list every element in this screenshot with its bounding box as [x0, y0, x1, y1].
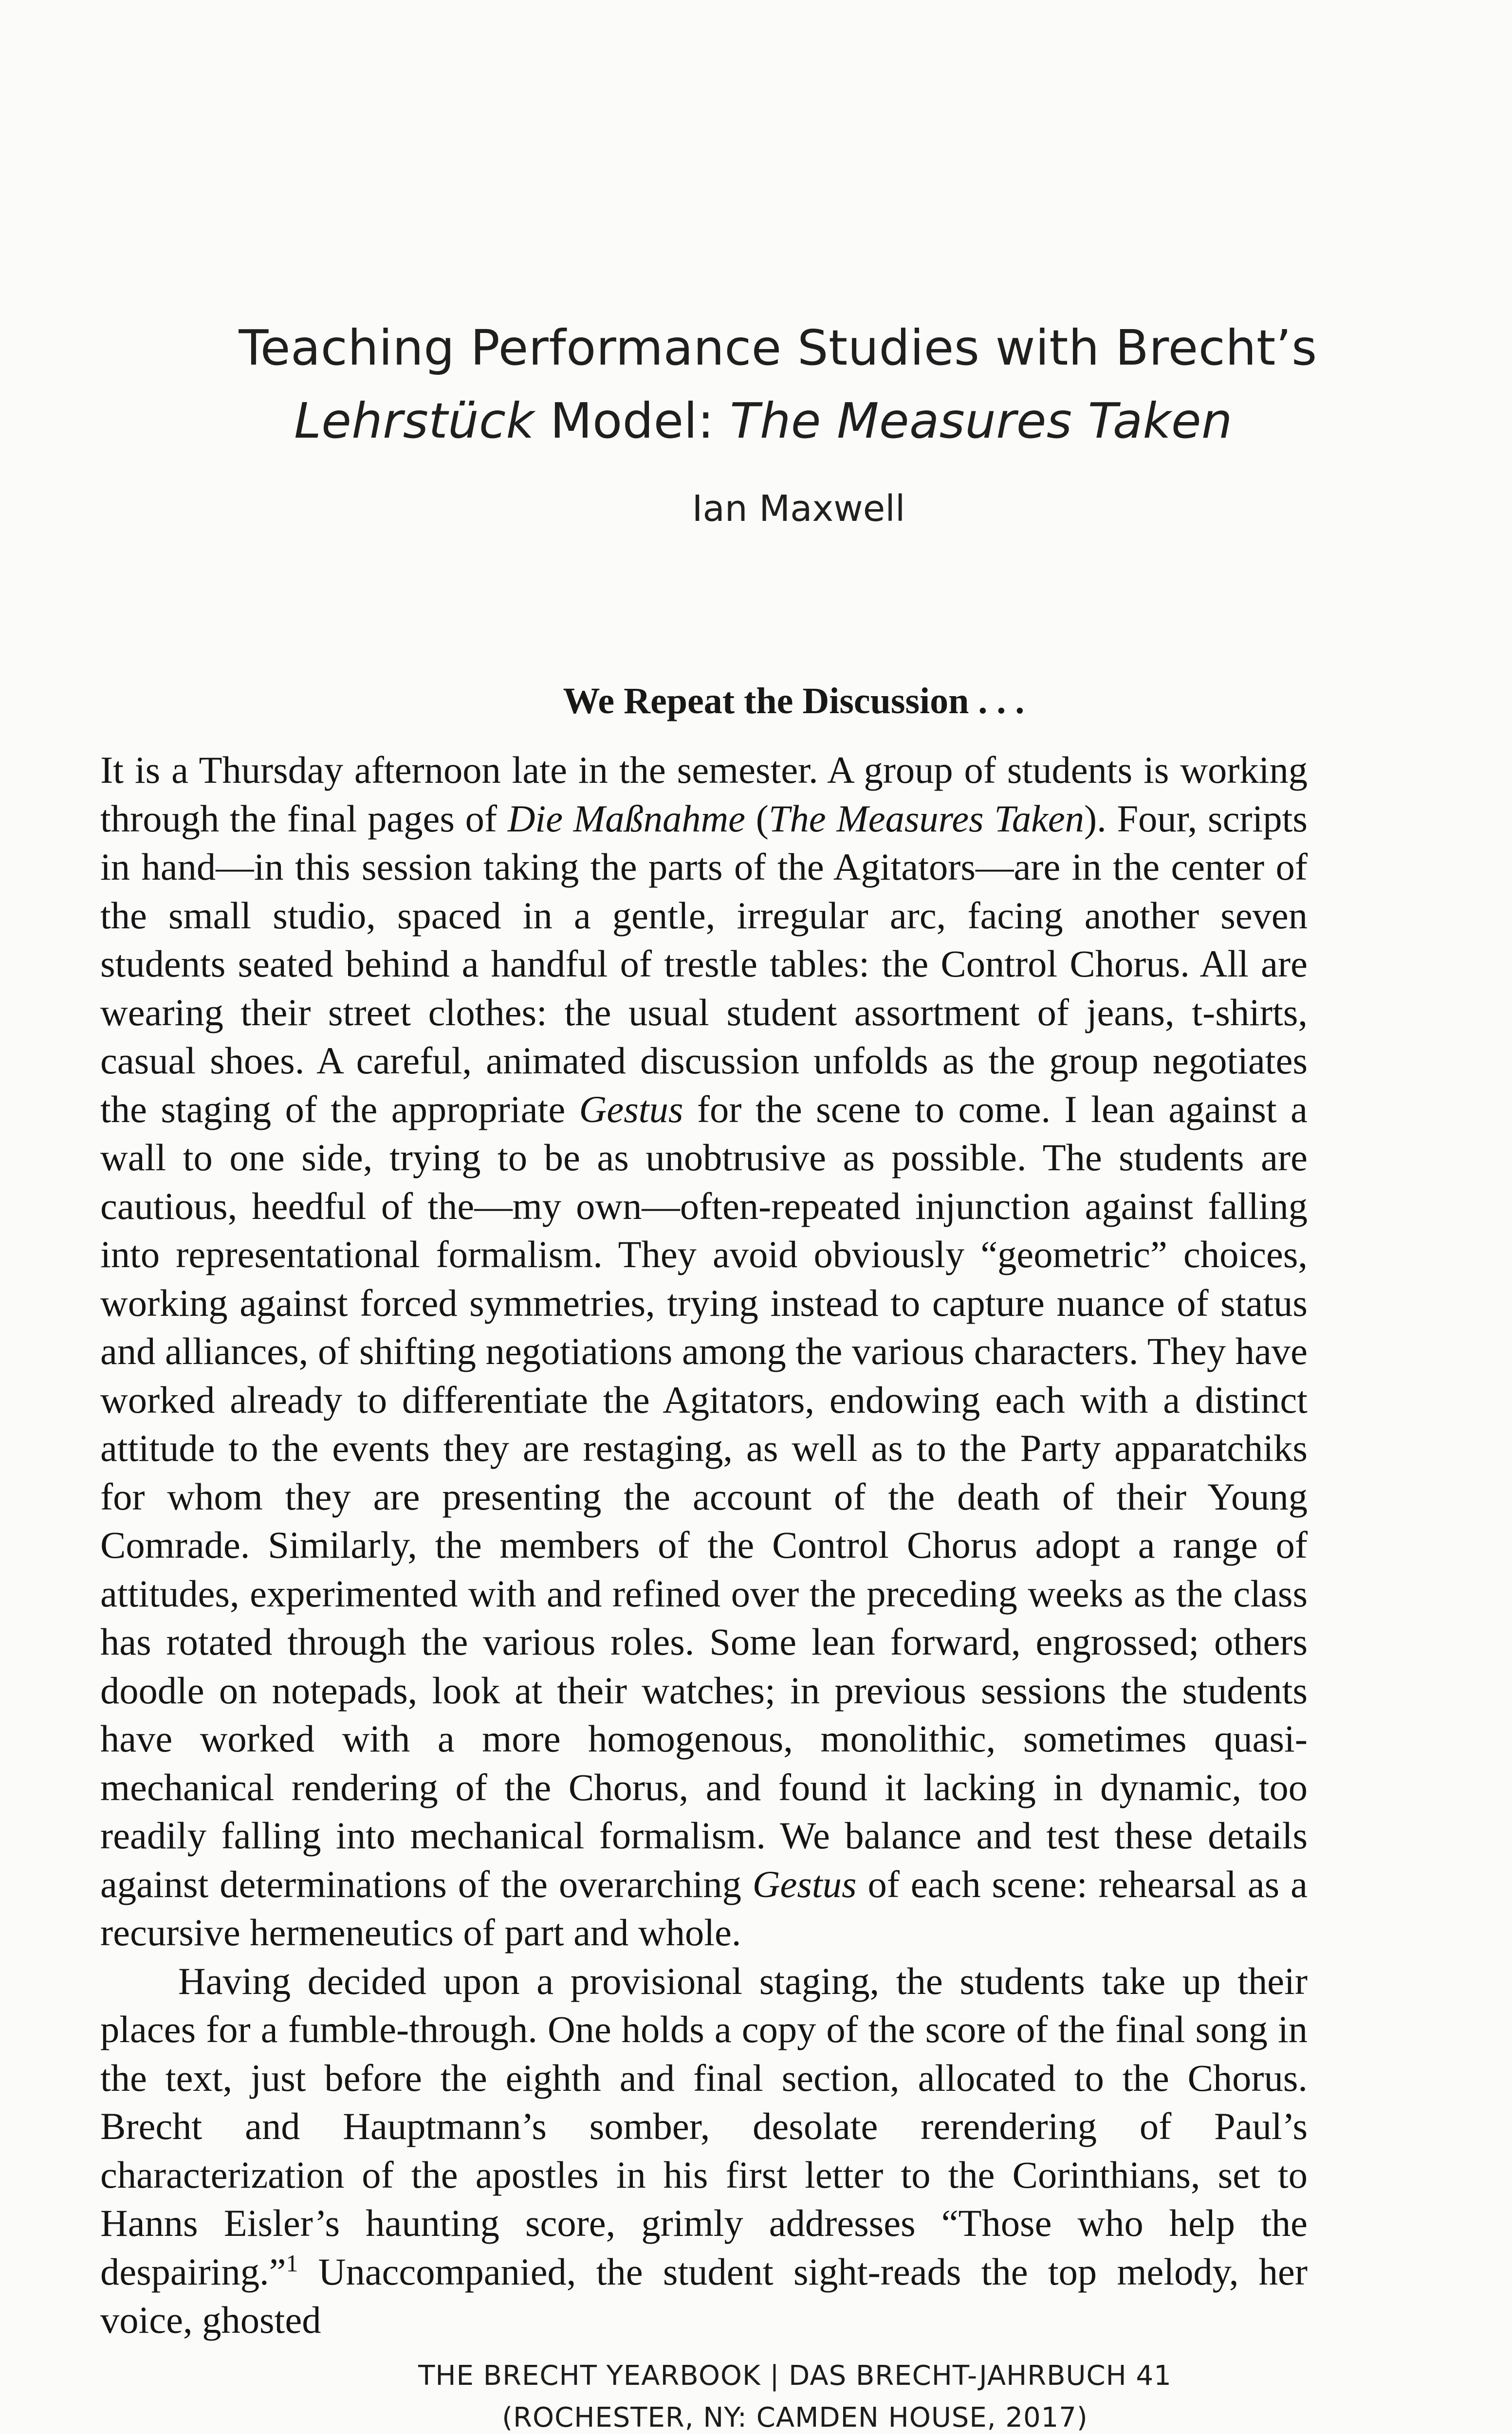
p1-text-3: ). Four, scripts in hand—in this session taking the parts of the Agitators—are in the center of the small studio, spaced in a gentle, irregular arc, facing another seven students seated behind a handful of trestle tables: the Control Chorus. All are wearing their street clothes: the usual student assortment of jeans, t-shirts, casual shoes. A careful, animated discussion unfolds as the group negotiates the staging of the appropriate	[100, 797, 1308, 1130]
title-measures-taken: The Measures Taken	[730, 392, 1233, 449]
footer-publisher-line: (ROCHESTER, NY: CAMDEN HOUSE, 2017)	[502, 2402, 1088, 2434]
p2-text-2: Unaccompanied, the student sight-reads the top melody, her voice, ghosted	[100, 2250, 1308, 2341]
p1-italic-measures-taken: The Measures Taken	[768, 797, 1085, 840]
title-line-2	[0, 385, 1512, 458]
body-text	[100, 746, 1308, 2344]
paragraph-2	[100, 1957, 1308, 2344]
p1-text-2: (	[745, 797, 769, 840]
title-model: Model:	[534, 392, 730, 449]
section-heading: We Repeat the Discussion . . .	[563, 681, 1025, 721]
chapter-title	[0, 312, 1512, 458]
paragraph-1	[100, 746, 1308, 1957]
p1-text-4: for the scene to come. I lean against a wall to one side, trying to be as unobtrusive as possible. The students are cautious, heedful of the—my own—often-repeated injunction against falling into representational formalism. They avoid obviously “geometric” choices, working against forced symmetries, trying instead to capture nuance of status and alliances, of shifting negotiations among the various characters. They have worked already to differentiate the Agitators, endowing each with a distinct attitude to the events they are restaging, as well as to the Party apparatchiks for whom they are presenting the account of the death of their Young Comrade. Similarly, the members of the Control Chorus adopt a range of attitudes, experimented with and refined over the preceding weeks as the class has rotated through the various roles. Some lean forward, engrossed; others doodle on notepads, look at their watches; in previous sessions the students have worked with a more homogenous, monolithic, sometimes quasi-mechanical rendering of the Chorus, and found it lacking in dynamic, too readily falling into mechanical formalism. We balance and test these details against determinations of the overarching	[100, 1088, 1308, 1905]
footnote-marker[interactable]: 1	[286, 2249, 298, 2277]
p1-text-1: It is a Thursday afternoon late in the semester. A group of students is working through the final pages of	[100, 749, 1308, 840]
p1-italic-gestus-1: Gestus	[579, 1088, 683, 1130]
footer-journal-line: THE BRECHT YEARBOOK | DAS BRECHT-JAHRBUCH 41	[418, 2360, 1172, 2392]
p2-text-1: Having decided upon a provisional staging, the students take up their places for a fumble-through. One holds a copy of the score of the final song in the text, just before the eighth and final section, allocated to the Chorus. Brecht and Hauptmann’s somber, desolate rerendering of Paul’s characterization of the apostles in his first letter to the Corinthians, set to Hanns Eisler’s haunting score, grimly addresses “Those who help the despairing.”	[100, 1959, 1308, 2293]
page-footer	[0, 2355, 1512, 2434]
title-line-1: Teaching Performance Studies with Brecht’s	[239, 319, 1317, 376]
p1-text-5: of each scene: rehearsal as a recursive hermeneutics of part and whole.	[100, 1862, 1308, 1954]
author-name: Ian Maxwell	[692, 488, 905, 530]
p1-italic-gestus-2: Gestus	[752, 1862, 857, 1905]
p1-italic-die-massnahme: Die Maßnahme	[507, 797, 745, 840]
title-lehrstuck: Lehrstück	[294, 392, 535, 449]
